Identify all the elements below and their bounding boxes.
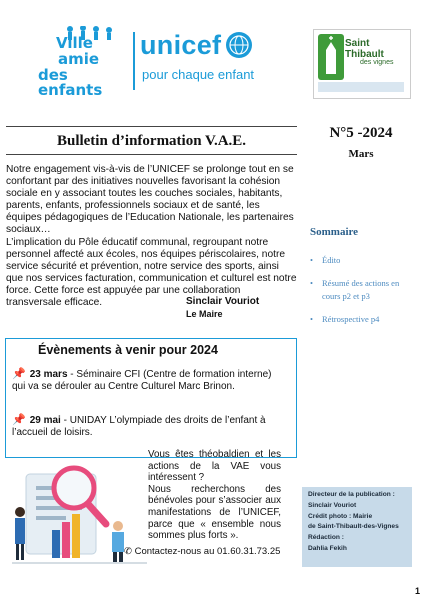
- invitation-paragraph-2: Nous recherchons des bénévoles pour s’associer aux manifestations de l’UNICEF, parce que « ensemble nous sommes plus forts ».: [148, 483, 281, 542]
- signature-name: Sinclair Vouriot: [186, 296, 260, 307]
- sommaire-list: [310, 254, 410, 336]
- ville-logo-line2: amie: [58, 50, 100, 68]
- ville-logo-line1: Ville: [56, 34, 93, 52]
- sommaire-item-label: Résumé des actions en cours p2 et p3: [322, 278, 400, 301]
- credit-line: de Saint-Thibault-des-Vignes: [308, 523, 399, 531]
- commune-name-line1: Saint: [345, 38, 370, 49]
- sommaire-title: Sommaire: [310, 226, 359, 238]
- event-text: - UNIDAY L’olympiade des droits de l’enfant à l’accueil de loisirs.: [12, 415, 266, 438]
- sommaire-item[interactable]: [310, 313, 410, 326]
- pushpin-icon: 📌: [12, 368, 26, 380]
- editorial-paragraph-1: Notre engagement vis-à-vis de l’UNICEF se prolonge tout en se confortant par des initiatives nouvelles favorisant la cohésion sociale en y associant toutes les couches sociales, habitants, parents, enfants, professionnels sociaux et de santé, les équipes pédagogiques de l’Education Nationale, les partenaires sociaux…: [6, 164, 294, 236]
- commune-name-line2: Thibault: [345, 49, 384, 60]
- event-date: 29 mai: [29, 415, 61, 426]
- bullet-icon: •: [310, 314, 313, 324]
- church-icon: [318, 34, 344, 80]
- logo-divider: [133, 32, 135, 90]
- contact-line: [124, 546, 280, 557]
- event-item: [12, 368, 282, 393]
- invitation-paragraph-1: Vous êtes théobaldien et les actions de la VAE vous intéressent ?: [148, 449, 281, 484]
- credit-line: Crédit photo : Mairie: [308, 512, 373, 520]
- event-text: - Séminaire CFI (Centre de formation interne) qui va se dérouler au Centre Culturel Marc Brinon.: [12, 369, 272, 392]
- pushpin-icon: 📌: [12, 414, 26, 426]
- editorial-paragraph-2: L’implication du Pôle éducatif communal, regroupant notre personnel affecté aux écoles, nos équipes périscolaires, notre service sécurité et prévention, notre service des sports, ainsi que nos services facturation, communication et culturel est notre force. Cette force est appuyée par une collaboration transversale efficace.: [6, 236, 297, 309]
- event-date: 23 mars: [29, 369, 68, 380]
- credit-line: Rédaction :: [308, 534, 344, 542]
- event-item: [12, 414, 292, 439]
- issue-number: N°5 -2024: [329, 125, 393, 141]
- bullet-icon: •: [310, 255, 313, 265]
- unicef-globe-icon: [226, 32, 252, 58]
- saint-thibault-title: [345, 38, 384, 60]
- phone-icon: ✆: [124, 546, 132, 557]
- page-number: 1: [415, 586, 421, 596]
- contact-text: Contactez-nous au 01.60.31.73.25: [134, 546, 281, 557]
- ville-amie-des-enfants-logo: [38, 26, 130, 99]
- credit-line: Directeur de la publication :: [308, 491, 395, 498]
- issue-month: Mars: [348, 148, 374, 160]
- ville-logo-line3: des enfants: [38, 66, 103, 99]
- unicef-logo: unicef: [140, 30, 222, 60]
- sommaire-item-label: Édito: [322, 255, 341, 265]
- events-title: Évènements à venir pour 2024: [38, 343, 218, 357]
- logo-decoration: [318, 82, 404, 92]
- signature-role: Le Maire: [186, 309, 223, 319]
- bullet-icon: •: [310, 278, 313, 288]
- sommaire-item[interactable]: [310, 277, 410, 303]
- saint-thibault-subtitle: des vignes: [360, 59, 394, 66]
- sommaire-item[interactable]: [310, 254, 410, 267]
- volunteer-invitation: [148, 449, 281, 542]
- credit-line: Sinclair Vouriot: [308, 501, 357, 509]
- editorial-text: [6, 164, 297, 309]
- sommaire-item-label: Rétrospective p4: [322, 314, 380, 324]
- publication-credits: [302, 487, 412, 567]
- bulletin-title: Bulletin d’information V.A.E.: [6, 126, 297, 155]
- credit-line: Dahlia Fekih: [308, 544, 347, 552]
- unicef-slogan: pour chaque enfant: [142, 67, 255, 82]
